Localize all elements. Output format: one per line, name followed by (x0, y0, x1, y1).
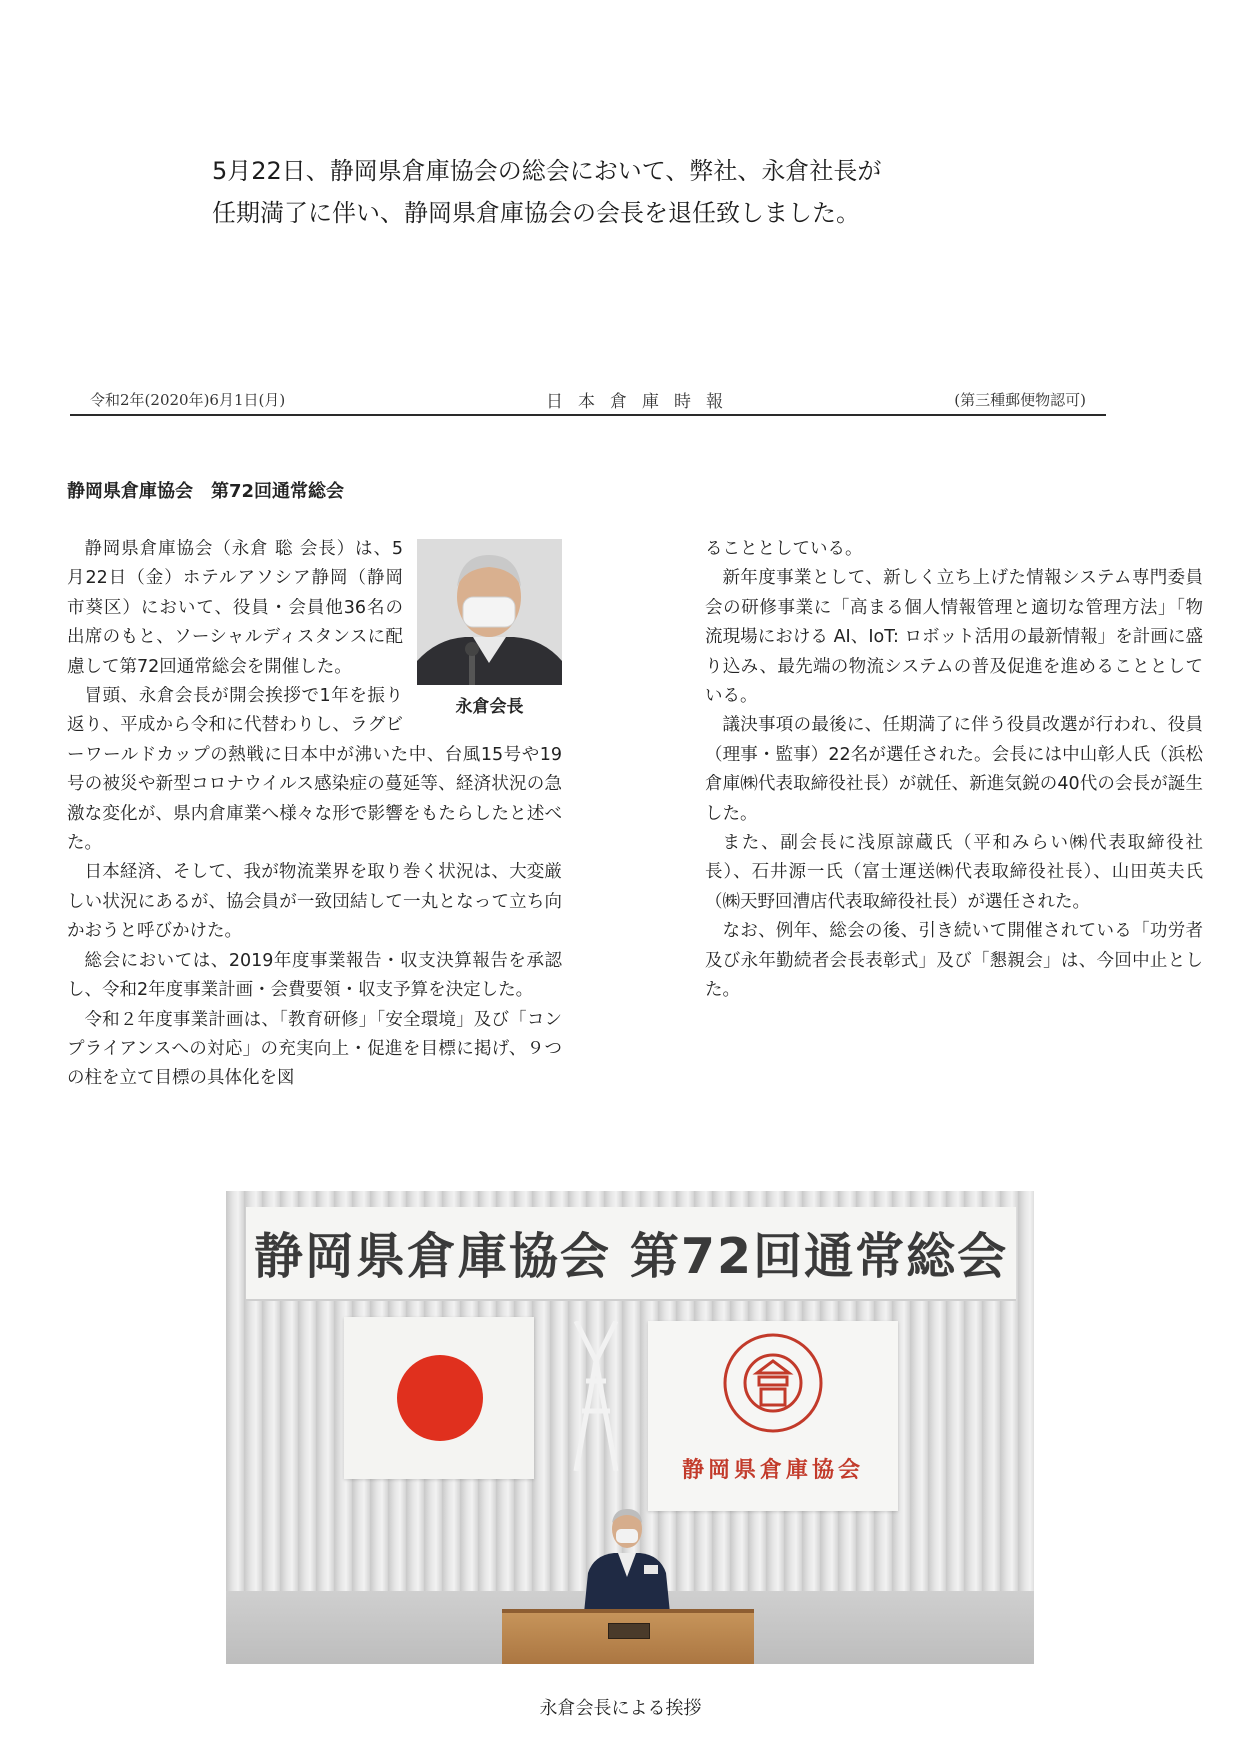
paragraph: 冒頭、永倉会長が開会挨拶で1年を振り返り、平成から令和に代替わりし、ラグビーワールドカップの熱戦に日本中が沸いた中、台風15号や19号の被災や新型コロナウイルス感染症の蔓延等、経済状況の急激な変化が、県内倉庫業へ様々な形で影響をもたらしたと述べた。 (67, 686, 562, 854)
portrait-caption: 永倉会長 (455, 697, 524, 717)
article-column-right (705, 535, 1203, 1006)
meeting-photo (226, 1191, 1034, 1664)
portrait-photo (417, 539, 562, 685)
photo-caption: 永倉会長による挨拶 (539, 1698, 702, 1719)
podium (502, 1609, 754, 1664)
paragraph: 令和２年度事業計画は、「教育研修」「安全環境」及び「コンプライアンスへの対応」の充実向上・促進を目標に掲げ、９つの柱を立て目標の具体化を図 (67, 1009, 562, 1089)
podium-nameplate (608, 1623, 650, 1639)
speaker-figure (572, 1503, 682, 1613)
intro-notice (212, 150, 1112, 234)
japan-flag (344, 1317, 534, 1479)
issue-date: 令和2年(2020年)6月1日(月) (90, 391, 286, 409)
paragraph-continuation: ることとしている。 (705, 539, 863, 559)
paragraph: 日本経済、そして、我が物流業界を取り巻く状況は、大変厳しい状況にあるが、協会員が一致団結して一丸となって立ち向かおうと呼びかけた。 (67, 862, 562, 942)
article-headline: 静岡県倉庫協会 第72回通常総会 (67, 481, 345, 502)
article-column-left (67, 535, 562, 1094)
paragraph: 総会においては、2019年度事業報告・収支決算報告を承認し、令和2年度事業計画・会費要領・収支予算を決定した。 (67, 950, 562, 1001)
paragraph: なお、例年、総会の後、引き続いて開催されている「功労者及び永年勤続者会長表彰式」及び「懇親会」は、今回中止とした。 (705, 921, 1203, 1001)
association-flag (648, 1321, 898, 1511)
intro-line-2: 任期満了に伴い、静岡県倉庫協会の会長を退任致しました。 (212, 199, 860, 227)
newspaper-masthead (70, 386, 1106, 416)
association-flag-text: 静岡県倉庫協会 (681, 1458, 864, 1483)
paragraph: 新年度事業として、新しく立ち上げた情報システム専門委員会の研修事業に「高まる個人情報管理と適切な管理方法」「物流現場における AI、IoT: ロボット活用の最新情報」を計画に盛り込み、最先端の物流システムの普及促進を進めることとしている。 (705, 568, 1203, 707)
postal-permit: (第三種郵便物認可) (954, 391, 1086, 409)
portrait-figure (417, 539, 562, 722)
event-banner: 静岡県倉庫協会 第72回通常総会 (246, 1207, 1016, 1301)
newspaper-name: 日本倉庫時報 (546, 392, 738, 412)
paragraph: また、副会長に浅原諒蔵氏（平和みらい㈱代表取締役社長）、石井源一氏（富士運送㈱代表取締役社長）、山田英夫氏（㈱天野回漕店代表取締役社長）が選任された。 (705, 833, 1203, 912)
intro-line-1: 5月22日、静岡県倉庫協会の総会において、弊社、永倉社長が (212, 157, 882, 185)
paragraph: 静岡県倉庫協会（永倉 聡 会長）は、5月22日（金）ホテルアソシア静岡（静岡市葵区）において、役員・会員他36名の出席のもと、ソーシャルディスタンスに配慮して第72回通常総会を開催した。 (67, 539, 403, 677)
hinomaru-circle (397, 1355, 483, 1441)
ceremonial-cord (566, 1321, 626, 1471)
paragraph: 議決事項の最後に、任期満了に伴う役員改選が行われ、役員（理事・監事）22名が選任された。会長には中山彰人氏（浜松倉庫㈱代表取締役社長）が就任、新進気鋭の40代の会長が誕生した。 (705, 715, 1203, 824)
